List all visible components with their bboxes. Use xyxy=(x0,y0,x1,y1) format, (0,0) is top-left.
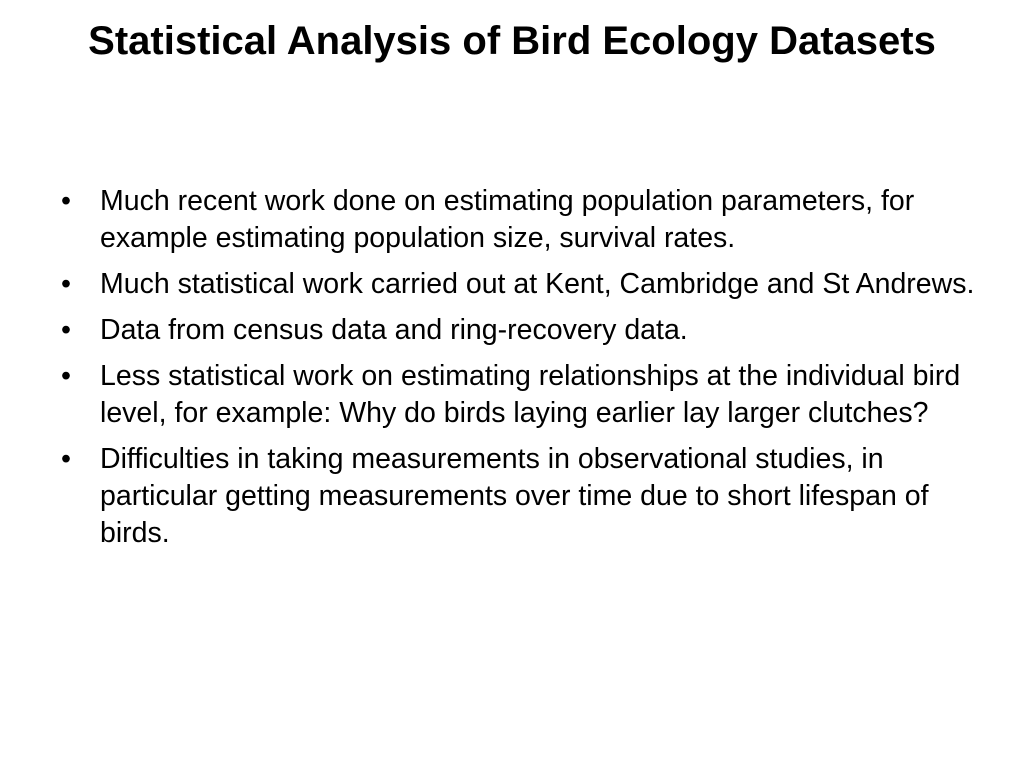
bullet-icon: • xyxy=(61,443,71,475)
bullet-item xyxy=(56,183,976,257)
bullet-text: Much statistical work carried out at Kent, Cambridge and St Andrews. xyxy=(100,268,975,300)
bullet-list xyxy=(56,183,976,561)
bullet-text: Less statistical work on estimating relationships at the individual bird level, for example: Why do birds laying earlier lay larger clutches? xyxy=(100,360,961,429)
bullet-text: Data from census data and ring-recovery data. xyxy=(100,314,688,346)
bullet-icon: • xyxy=(61,268,71,300)
bullet-icon: • xyxy=(61,185,71,217)
slide-title: Statistical Analysis of Bird Ecology Datasets xyxy=(88,19,936,63)
bullet-item xyxy=(56,266,976,303)
bullet-item xyxy=(56,358,976,432)
bullet-icon: • xyxy=(61,314,71,346)
bullet-icon: • xyxy=(61,360,71,392)
bullet-item xyxy=(56,441,976,552)
bullet-text: Difficulties in taking measurements in observational studies, in particular getting measurements over time due to short lifespan of birds. xyxy=(100,443,929,549)
bullet-item xyxy=(56,312,976,349)
bullet-text: Much recent work done on estimating population parameters, for example estimating population size, survival rates. xyxy=(100,185,915,254)
